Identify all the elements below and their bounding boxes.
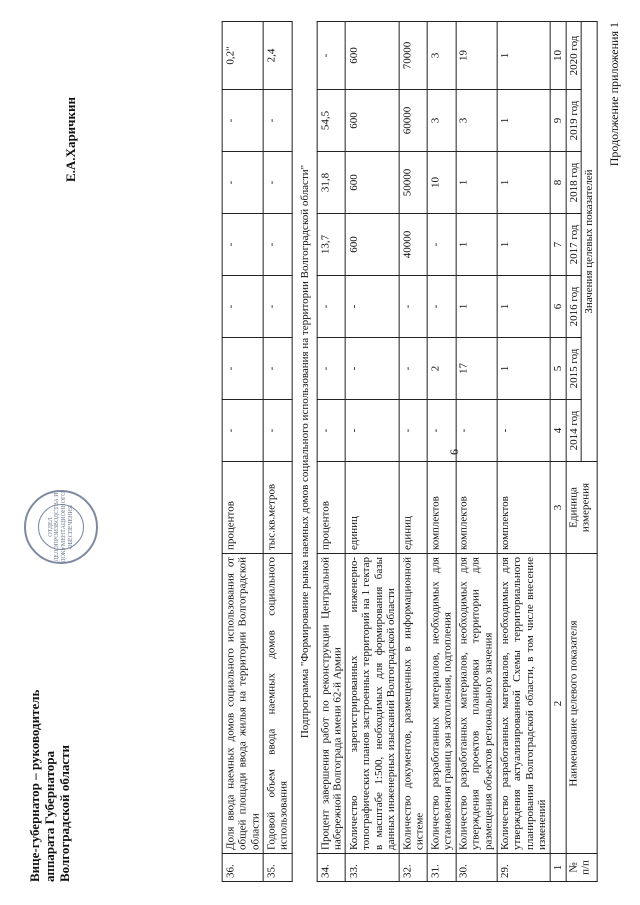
indicator-name: Количество разработанных материалов, необходимых для установления границ зон затопления, подтопления [428,554,456,854]
indicator-value: - [223,276,264,338]
indicator-value: 1 [456,214,497,276]
signer-name: Е.А.Харичкин [63,97,78,182]
indicator-value: 60000 [400,90,428,152]
table-row [346,22,400,882]
indicator-value: - [223,214,264,276]
signer-position-1: Вице-губернатор – руководитель [27,689,42,882]
indicator-name: Годовой объем ввода наемных домов социального использования [264,554,292,854]
indicator-value: 1 [497,276,551,338]
indicator-value: - [223,400,264,462]
row-number: 30. [456,854,497,882]
indicator-unit: единиц [346,462,400,554]
indicator-value: 1 [456,276,497,338]
column-number: 4 [551,400,567,462]
indicator-name: Процент завершения работ по реконструкции Центральной набережной Волгограда имени 62-й Армии [318,554,346,854]
indicator-value: - [346,338,400,400]
indicator-name: Количество документов, размещенных в информационной системе [400,554,428,854]
indicator-unit: тыс.кв.метров [264,462,292,554]
continuation-note: Продолжение приложения 1 [607,22,621,167]
indicator-value: 40000 [400,214,428,276]
indicator-value: 2 [428,338,456,400]
row-number: 31. [428,854,456,882]
header-name: Наименование целевого показателя [566,554,597,854]
indicator-value: 600 [346,152,400,214]
column-number: 2 [551,554,567,854]
official-stamp [24,490,98,564]
row-number: 29. [497,854,551,882]
column-number: 6 [551,276,567,338]
table-row [456,22,497,882]
column-number: 9 [551,90,567,152]
indicator-value: 13,7 [318,214,346,276]
indicator-value: 1 [456,152,497,214]
indicator-value: 2,4 [264,22,292,90]
indicator-value: - [346,276,400,338]
column-number: 1 [551,854,567,882]
indicator-value: 0,2" [223,22,264,90]
indicator-unit: процентов [318,462,346,554]
indicator-value: 1 [497,22,551,90]
header-year: 2016 год [566,276,582,338]
indicator-value: 1 [497,338,551,400]
header-year: 2019 год [566,90,582,152]
header-year: 2017 год [566,214,582,276]
stamp-center-text: ОТДЕЛ ДЕЛОПРОИЗВОДСТВА И ДОКУМЕНТАЦИОННОГО ОБЕСПЕЧЕНИЯ [38,504,84,550]
indicator-value: - [264,338,292,400]
subprogram-row [292,22,318,882]
indicator-name: Количество зарегистрированных инженерно-топографических планов застроенных территорий на 1 гектар в масштабе 1:500, необходимых для формирования базы данных инженерных изысканий Волгоградской области [346,554,400,854]
indicator-unit: комплектов [497,462,551,554]
indicator-value: - [456,400,497,462]
indicator-value: - [428,276,456,338]
indicator-value: 10 [428,152,456,214]
table-row [400,22,428,882]
column-number: 7 [551,214,567,276]
indicator-value: 50000 [400,152,428,214]
indicator-value: - [264,214,292,276]
indicators-table [222,21,598,882]
indicator-unit: комплектов [456,462,497,554]
indicator-value: 3 [428,90,456,152]
indicator-value: - [264,152,292,214]
indicator-value: - [223,152,264,214]
header-year: 2018 год [566,152,582,214]
indicator-value: - [346,400,400,462]
signer-position-2: аппарата Губернатора [41,750,57,882]
indicator-value: - [223,90,264,152]
indicator-value: 1 [497,90,551,152]
indicator-value: - [223,338,264,400]
row-number: 34. [318,854,346,882]
column-number: 10 [551,22,567,90]
indicator-value: - [400,338,428,400]
indicator-value: - [318,400,346,462]
header-values-group: Значения целевых показателей [582,22,598,462]
indicator-name: Количество разработанных материалов, необходимых для утверждения проектов планировки территории для размещения объектов регионального значения [456,554,497,854]
indicator-value: - [318,276,346,338]
indicator-value: 31,8 [318,152,346,214]
indicator-value: 3 [428,22,456,90]
indicator-value: - [318,338,346,400]
column-numbers-row [551,22,567,882]
indicator-value: 1 [497,152,551,214]
indicator-name: Доля ввода наемных домов социального использования от общей площади ввода жилья на территории Волгоградской области [223,554,264,854]
column-number: 3 [551,462,567,554]
indicator-value: 1 [497,214,551,276]
header-row [582,22,598,882]
signer-position-3: Волгоградской области [56,744,72,882]
indicator-value: 54,5 [318,90,346,152]
header-num: № п/п [566,854,597,882]
table-row [497,22,551,882]
indicator-unit: процентов [223,462,264,554]
indicator-value: - [497,400,551,462]
indicator-value: - [264,400,292,462]
indicator-name: Количество разработанных материалов, необходимых для утверждения актуализированной Схемы территориального планирования Волгоградской области, в том числе внесение изменений [497,554,551,854]
indicator-value: - [400,276,428,338]
indicator-value: - [428,214,456,276]
header-unit: Единица измерения [566,462,597,554]
indicator-value: 600 [346,90,400,152]
indicator-value: - [400,400,428,462]
table-row [318,22,346,882]
indicator-value: 3 [456,90,497,152]
table-row [264,22,292,882]
indicator-value: 70000 [400,22,428,90]
signature-block [28,690,73,882]
table-row [428,22,456,882]
indicator-value: 600 [346,214,400,276]
row-number: 35. [264,854,292,882]
table-row [223,22,264,882]
subprogram-title: Подпрограмма "Формирование рынка наемных домов социального использования на территории Волгоградской области" [298,164,311,739]
header-year: 2020 год [566,22,582,90]
indicator-value: - [428,400,456,462]
indicator-value: 19 [456,22,497,90]
column-number: 5 [551,338,567,400]
row-number: 33. [346,854,400,882]
column-number: 8 [551,152,567,214]
indicator-unit: единиц [400,462,428,554]
rotated-sheet [20,22,620,882]
indicator-value: - [264,90,292,152]
indicator-unit: комплектов [428,462,456,554]
page-number: 6 [447,449,461,455]
row-number: 36. [223,854,264,882]
header-year: 2015 год [566,338,582,400]
row-number: 32. [400,854,428,882]
indicator-value: - [318,22,346,90]
indicator-value: - [264,276,292,338]
header-year: 2014 год [566,400,582,462]
indicator-value: 600 [346,22,400,90]
indicator-value: 17 [456,338,497,400]
